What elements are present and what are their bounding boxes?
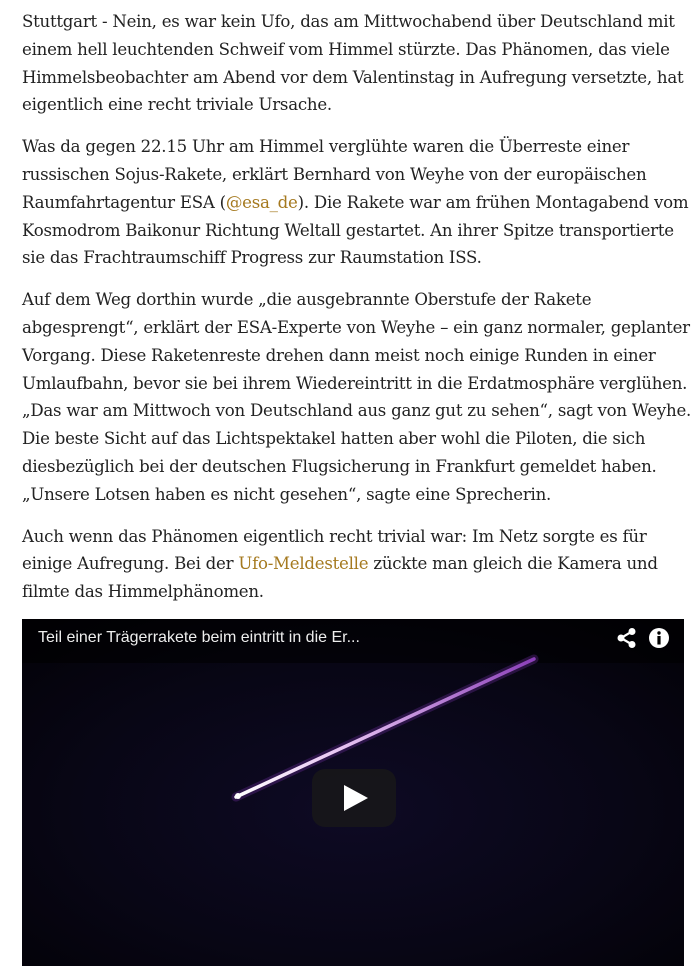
video-title: Teil einer Trägerrakete beim eintritt in die Er...	[38, 629, 360, 646]
article-paragraph-1	[22, 8, 694, 119]
article-paragraph-2	[22, 133, 694, 272]
article-paragraph-3	[22, 286, 694, 508]
paragraph-text: ). Die Rakete war am frühen Montagabend vom Kosmodrom Baikonur Richtung Weltall gestartet. An ihrer Spitze transportierte sie das Frachtraumschiff Progress zur Raumstation ISS.	[22, 192, 689, 268]
paragraph-text: zückte man gleich die Kamera und filmte das Himmelphänomen.	[22, 554, 658, 602]
play-button[interactable]	[312, 769, 396, 827]
share-icon[interactable]	[616, 627, 638, 649]
paragraph-text: Stuttgart - Nein, es war kein Ufo, das am Mittwochabend über Deutschland mit einem hell leuchtenden Schweif vom Himmel stürzte. Das Phänomen, das viele Himmelsbeobachter am Abend vor dem Valentinstag in Aufregung versetzte, hat eigentlich eine recht triviale Ursache.	[22, 12, 684, 115]
ufo-meldestelle-link[interactable]: Ufo-Meldestelle	[238, 554, 369, 574]
article-body	[22, 8, 694, 620]
info-icon[interactable]	[648, 627, 670, 649]
video-player[interactable]	[22, 619, 684, 966]
paragraph-text: Was da gegen 22.15 Uhr am Himmel verglühte waren die Überreste einer russischen Sojus-Rakete, erklärt Bernhard von Weyhe von der europäischen Raumfahrtagentur ESA (	[22, 137, 647, 212]
paragraph-text: Auch wenn das Phänomen eigentlich recht trivial war: Im Netz sorgte es für einige Aufregung. Bei der	[22, 526, 647, 574]
article-paragraph-4	[22, 523, 694, 606]
play-icon	[344, 785, 368, 811]
esa-twitter-link[interactable]: @esa_de	[225, 192, 298, 212]
paragraph-text: Auf dem Weg dorthin wurde „die ausgebrannte Oberstufe der Rakete abgesprengt“, erklärt der ESA-Experte von Weyhe – ein ganz normaler, geplanter Vorgang. Diese Raketenreste drehen dann meist noch einige Runden in einer Umlaufbahn, bevor sie bei ihrem Wiedereintritt in die Erdatmosphäre verglühen. „Das war am Mittwoch von Deutschland aus ganz gut zu sehen“, sagt von Weyhe. Die beste Sicht auf das Lichtspektakel hatten aber wohl die Piloten, die sich diesbezüglich bei der deutschen Flugsicherung in Frankfurt gemeldet haben. „Unsere Lotsen haben es nicht gesehen“, sagte eine Sprecherin.	[22, 290, 692, 504]
